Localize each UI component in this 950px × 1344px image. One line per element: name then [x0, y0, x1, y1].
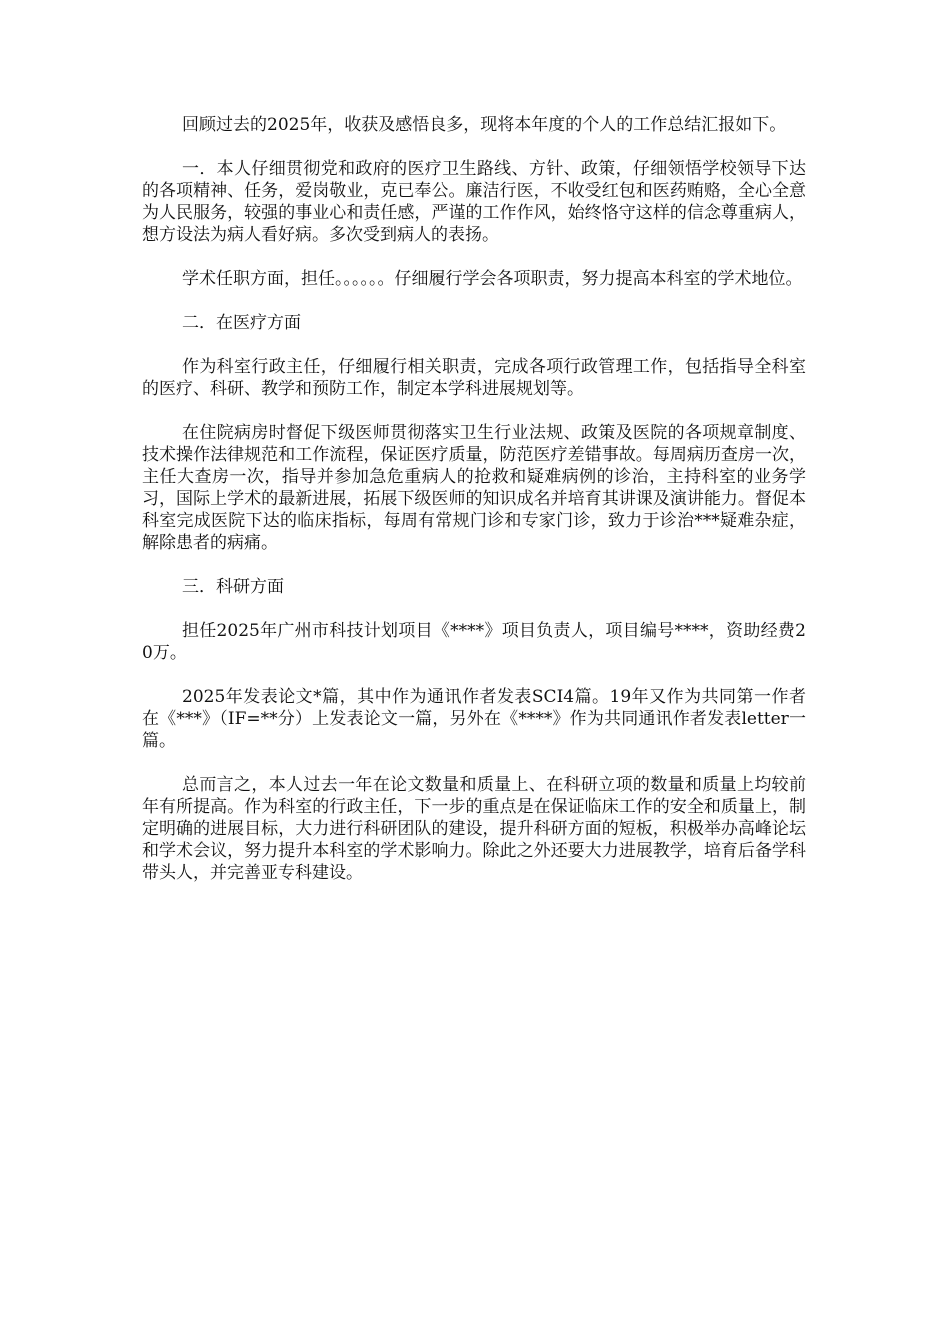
- paragraph-intro: 回顾过去的2025年，收获及感悟良多，现将本年度的个人的工作总结汇报如下。: [182, 115, 787, 135]
- section-heading-medical: 二．在医疗方面: [182, 313, 301, 333]
- paragraph-ward-duties: 在住院病房时督促下级医师贯彻落实卫生行业法规、政策及医院的各项规章制度、技术操作法律规范和工作流程，保证医疗质量，防范医疗差错事故。每周病历查房一次，主任大查房一次，指导并参加急危重病人的抢救和疑难病例的诊治，主持科室的业务学习，国际上学术的最新进展，拓展下级医师的知识成名并培育其讲课及演讲能力。督促本科室完成医院下达的临床指标，每周有常规门诊和专家门诊，致力于诊治***疑难杂症，解除患者的病痛。: [142, 423, 806, 553]
- paragraph-research-project: 担任2025年广州市科技计划项目《****》项目负责人，项目编号****，资助经费20万。: [142, 621, 806, 663]
- paragraph-conclusion: 总而言之，本人过去一年在论文数量和质量上、在科研立项的数量和质量上均较前年有所提高。作为科室的行政主任，下一步的重点是在保证临床工作的安全和质量上，制定明确的进展目标，大力进行科研团队的建设，提升科研方面的短板，积极举办高峰论坛和学术会议，努力提升本科室的学术影响力。除此之外还要大力进展教学，培育后备学科带头人，并完善亚专科建设。: [142, 775, 806, 883]
- document-page: [142, 114, 806, 906]
- paragraph-admin-duties: 作为科室行政主任，仔细履行相关职责，完成各项行政管理工作，包括指导全科室的医疗、科研、教学和预防工作，制定本学科进展规划等。: [142, 357, 806, 399]
- section-heading-research: 三．科研方面: [182, 577, 284, 597]
- paragraph-publications: 2025年发表论文*篇，其中作为通讯作者发表SCI4篇。19年又作为共同第一作者在《***》（IF=**分）上发表论文一篇，另外在《****》作为共同通讯作者发表letter一篇。: [142, 687, 806, 751]
- paragraph-section-1: 一．本人仔细贯彻党和政府的医疗卫生路线、方针、政策，仔细领悟学校领导下达的各项精神、任务，爱岗敬业，克已奉公。廉洁行医，不收受红包和医药贿赂，全心全意为人民服务，较强的事业心和责任感，严谨的工作作风，始终恪守这样的信念尊重病人，想方设法为病人看好病。多次受到病人的表扬。: [142, 159, 806, 245]
- paragraph-academic-role: 学术任职方面，担任。。。。。。仔细履行学会各项职责，努力提高本科室的学术地位。: [182, 269, 803, 289]
